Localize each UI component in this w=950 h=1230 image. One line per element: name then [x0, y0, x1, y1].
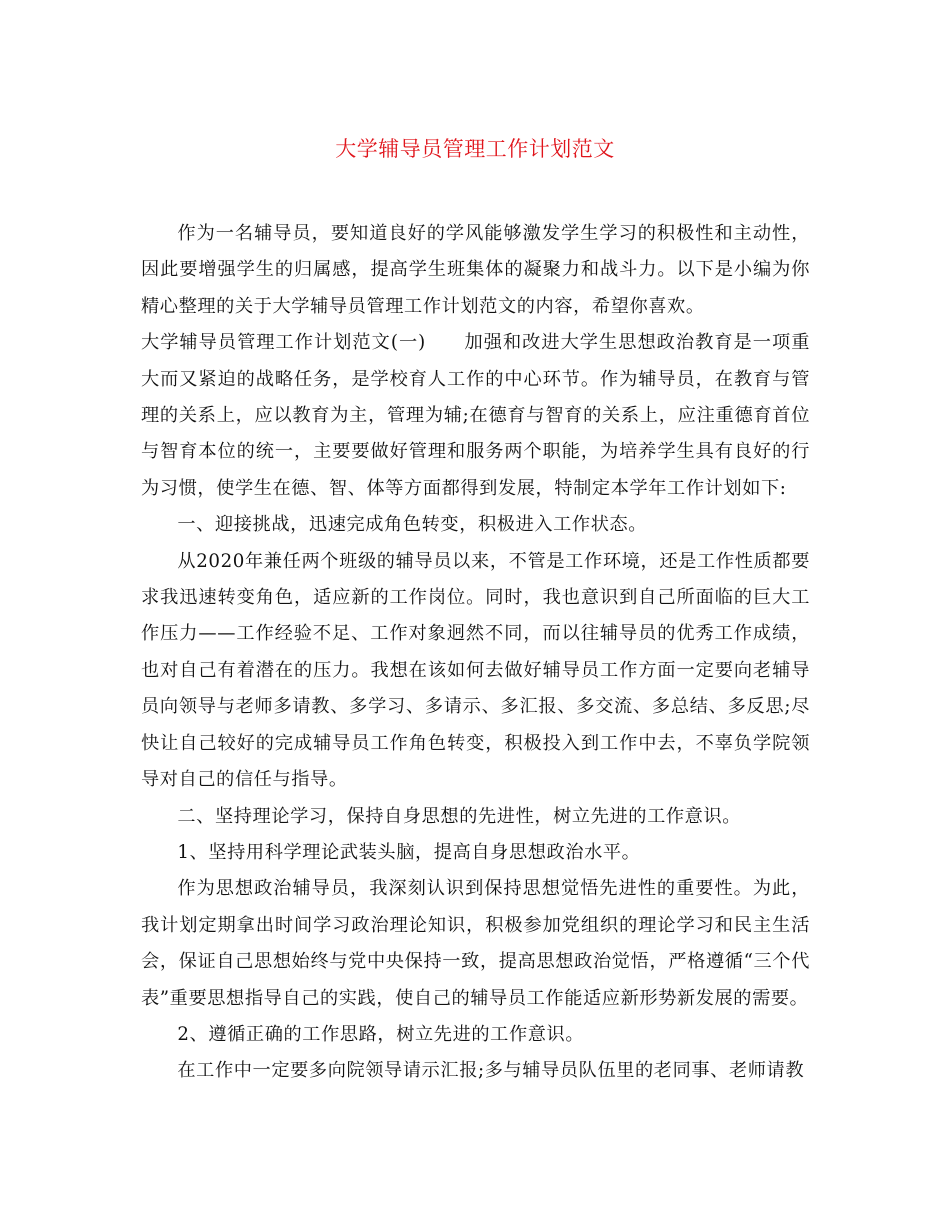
body-paragraph: 在工作中一定要多向院领导请示汇报;多与辅导员队伍里的老同事、老师请教 — [177, 1060, 805, 1082]
heading-paragraph: 二、坚持理论学习，保持自身思想的先进性，树立先进的工作意识。 — [177, 805, 742, 827]
body-paragraph: 作为思想政治辅导员，我深刻认识到保持思想觉悟先进性的重要性。为此，我计划定期拿出时间学习政治理论知识，积极参加党组织的理论学习和民主生活会，保证自己思想始终与党中央保持一致，提高思想政治觉悟，严格遵循“三个代表”重要思想指导自己的实践，使自己的辅导员工作能适应新形势新发展的需要。 — [141, 878, 810, 1009]
subheading-paragraph: 1、坚持用科学理论武装头脑，提高自身思想政治水平。 — [177, 841, 641, 863]
document-title: 大学辅导员管理工作计划范文 — [335, 137, 615, 161]
heading-paragraph: 一、迎接挑战，迅速完成角色转变，积极进入工作状态。 — [177, 514, 648, 536]
document-body — [141, 216, 810, 1090]
body-paragraph: 从2020年兼任两个班级的辅导员以来，不管是工作环境，还是工作性质都要求我迅速转变角色，适应新的工作岗位。同时，我也意识到自己所面临的巨大工作压力——工作经验不足、工作对象迥然不同，而以往辅导员的优秀工作成绩，也对自己有着潜在的压力。我想在该如何去做好辅导员工作方面一定要向老辅导员向领导与老师多请教、多学习、多请示、多汇报、多交流、多总结、多反思;尽快让自己较好的完成辅导员工作角色转变，积极投入到工作中去，不辜负学院领导对自己的信任与指导。 — [141, 550, 810, 791]
section-text: 加强和改进大学生思想政治教育是一项重大而又紧迫的战略任务，是学校育人工作的中心环节。作为辅导员，在教育与管理的关系上，应以教育为主，管理为辅;在德育与智育的关系上，应注重德育首位与智育本位的统一，主要要做好管理和服务两个职能，为培养学生具有良好的行为习惯，使学生在德、智、体等方面都得到发展，特制定本学年工作计划如下: — [141, 332, 810, 499]
intro-paragraph: 作为一名辅导员，要知道良好的学风能够激发学生学习的积极性和主动性，因此要增强学生的归属感，提高学生班集体的凝聚力和战斗力。以下是小编为你精心整理的关于大学辅导员管理工作计划范文的内容，希望你喜欢。 — [141, 223, 810, 317]
section-one-paragraph — [141, 325, 810, 507]
subheading-paragraph: 2、遵循正确的工作思路，树立先进的工作意识。 — [177, 1023, 585, 1045]
section-heading: 大学辅导员管理工作计划范文(一) — [141, 332, 426, 354]
